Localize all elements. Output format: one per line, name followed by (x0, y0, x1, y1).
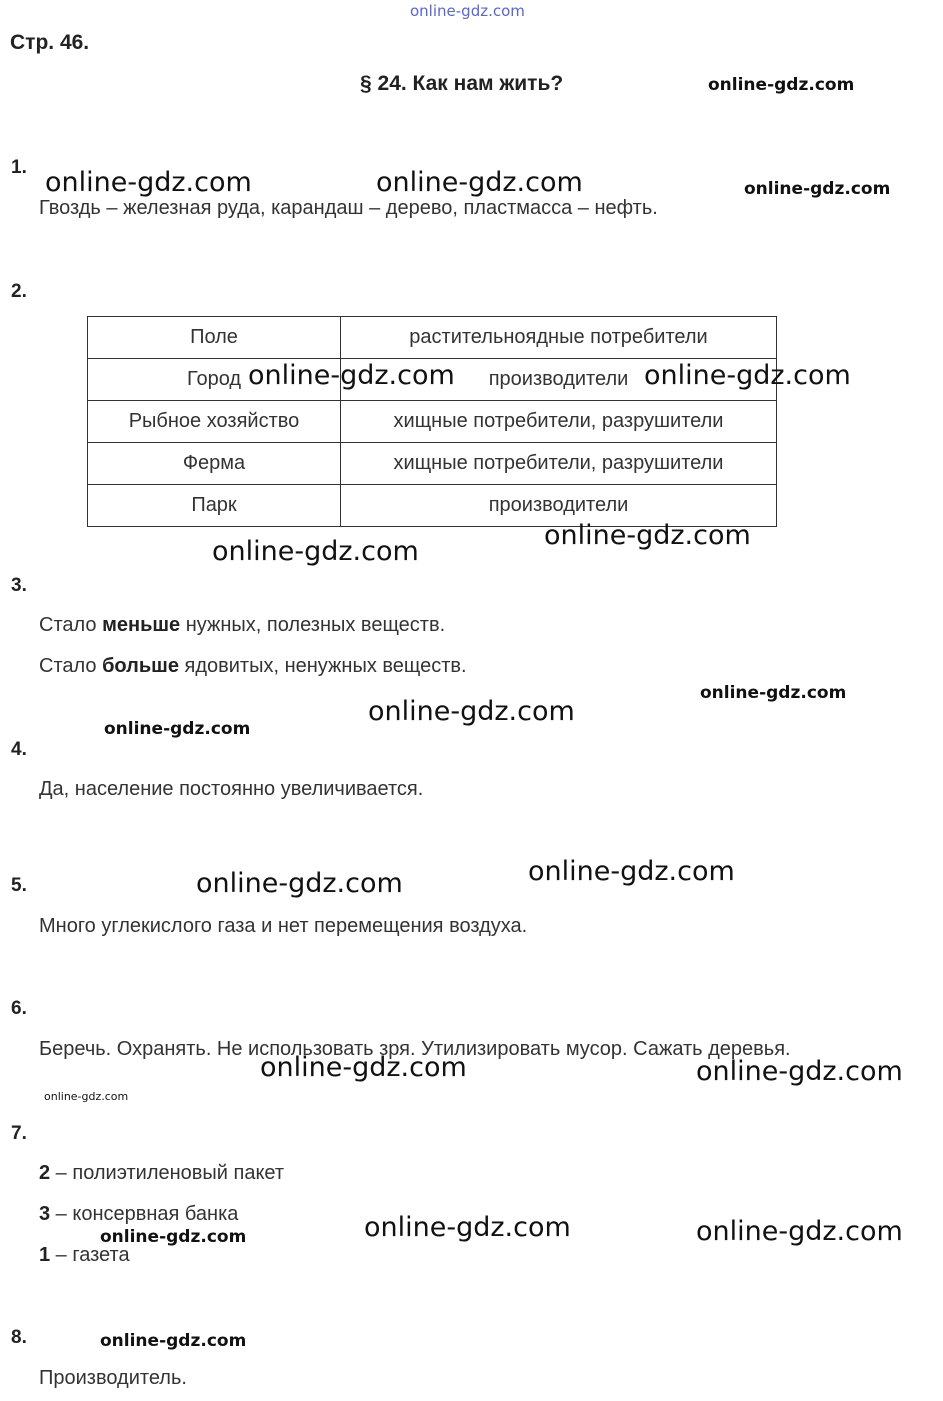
answer-7-item (39, 1203, 238, 1226)
table-cell-role: хищные потребители, разрушители (341, 443, 777, 485)
question-number-6: 6. (11, 998, 27, 1019)
answer-6: Беречь. Охранять. Не использовать зря. Утилизировать мусор. Сажать деревья. (39, 1038, 791, 1060)
watermark: online-gdz.com (528, 856, 735, 887)
table-cell-role: хищные потребители, разрушители (341, 401, 777, 443)
table-cell-role: производители (341, 359, 777, 401)
answer-7-item (39, 1162, 284, 1185)
answer-table (87, 316, 777, 527)
answer-3-line-1 (39, 614, 445, 637)
table-cell-place: Город (88, 359, 341, 401)
watermark: online-gdz.com (100, 1331, 247, 1351)
watermark: online-gdz.com (368, 696, 575, 727)
question-number-3: 3. (11, 575, 27, 596)
watermark: online-gdz.com (196, 868, 403, 899)
question-number-1: 1. (11, 157, 27, 178)
question-number-2: 2. (11, 281, 27, 302)
table-row (88, 317, 777, 359)
bold-word: меньше (102, 614, 181, 636)
table-cell-place: Ферма (88, 443, 341, 485)
answer-8: Производитель. (39, 1367, 187, 1389)
watermark: online-gdz.com (376, 167, 583, 198)
top-watermark: online-gdz.com (410, 2, 525, 20)
watermark: online-gdz.com (44, 1090, 129, 1103)
item-number: 3 (39, 1203, 51, 1225)
watermark: online-gdz.com (45, 167, 252, 198)
watermark: online-gdz.com (696, 1056, 903, 1087)
question-number-7: 7. (11, 1123, 27, 1144)
watermark: online-gdz.com (708, 75, 855, 95)
watermark: online-gdz.com (364, 1212, 571, 1243)
table-row (88, 443, 777, 485)
answer-1: Гвоздь – железная руда, карандаш – дерево, пластмасса – нефть. (39, 197, 658, 219)
watermark: online-gdz.com (544, 520, 751, 551)
text-span: ядовитых, ненужных веществ. (178, 655, 467, 677)
item-text: – полиэтиленовый пакет (50, 1162, 285, 1184)
watermark: online-gdz.com (696, 1216, 903, 1247)
watermark: online-gdz.com (260, 1052, 467, 1083)
watermark: online-gdz.com (100, 1227, 247, 1247)
answer-5: Много углекислого газа и нет перемещения воздуха. (39, 915, 528, 937)
section-title: § 24. Как нам жить? (360, 72, 564, 95)
item-text: – консервная банка (50, 1203, 239, 1225)
item-number: 1 (39, 1244, 51, 1266)
table-cell-role: растительноядные потребители (341, 317, 777, 359)
watermark: online-gdz.com (744, 179, 891, 199)
text-span: нужных, полезных веществ. (180, 614, 446, 636)
watermark: online-gdz.com (104, 719, 251, 739)
text-span: Стало (39, 614, 103, 636)
watermark: online-gdz.com (248, 360, 455, 391)
text-span: Стало (39, 655, 103, 677)
table-cell-place: Поле (88, 317, 341, 359)
table-row (88, 401, 777, 443)
watermark: online-gdz.com (644, 360, 851, 391)
item-number: 2 (39, 1162, 51, 1184)
item-text: – газета (50, 1244, 130, 1266)
question-number-8: 8. (11, 1327, 27, 1348)
table-cell-place: Парк (88, 485, 341, 527)
answer-7-item (39, 1244, 130, 1267)
watermark: online-gdz.com (212, 536, 419, 567)
question-number-5: 5. (11, 875, 27, 896)
question-number-4: 4. (11, 739, 27, 760)
table-cell-place: Рыбное хозяйство (88, 401, 341, 443)
answer-3-line-2 (39, 655, 467, 678)
table-cell-role: производители (341, 485, 777, 527)
bold-word: больше (102, 655, 179, 677)
watermark: online-gdz.com (700, 683, 847, 703)
page-label: Стр. 46. (10, 31, 90, 54)
answer-4: Да, население постоянно увеличивается. (39, 778, 424, 800)
